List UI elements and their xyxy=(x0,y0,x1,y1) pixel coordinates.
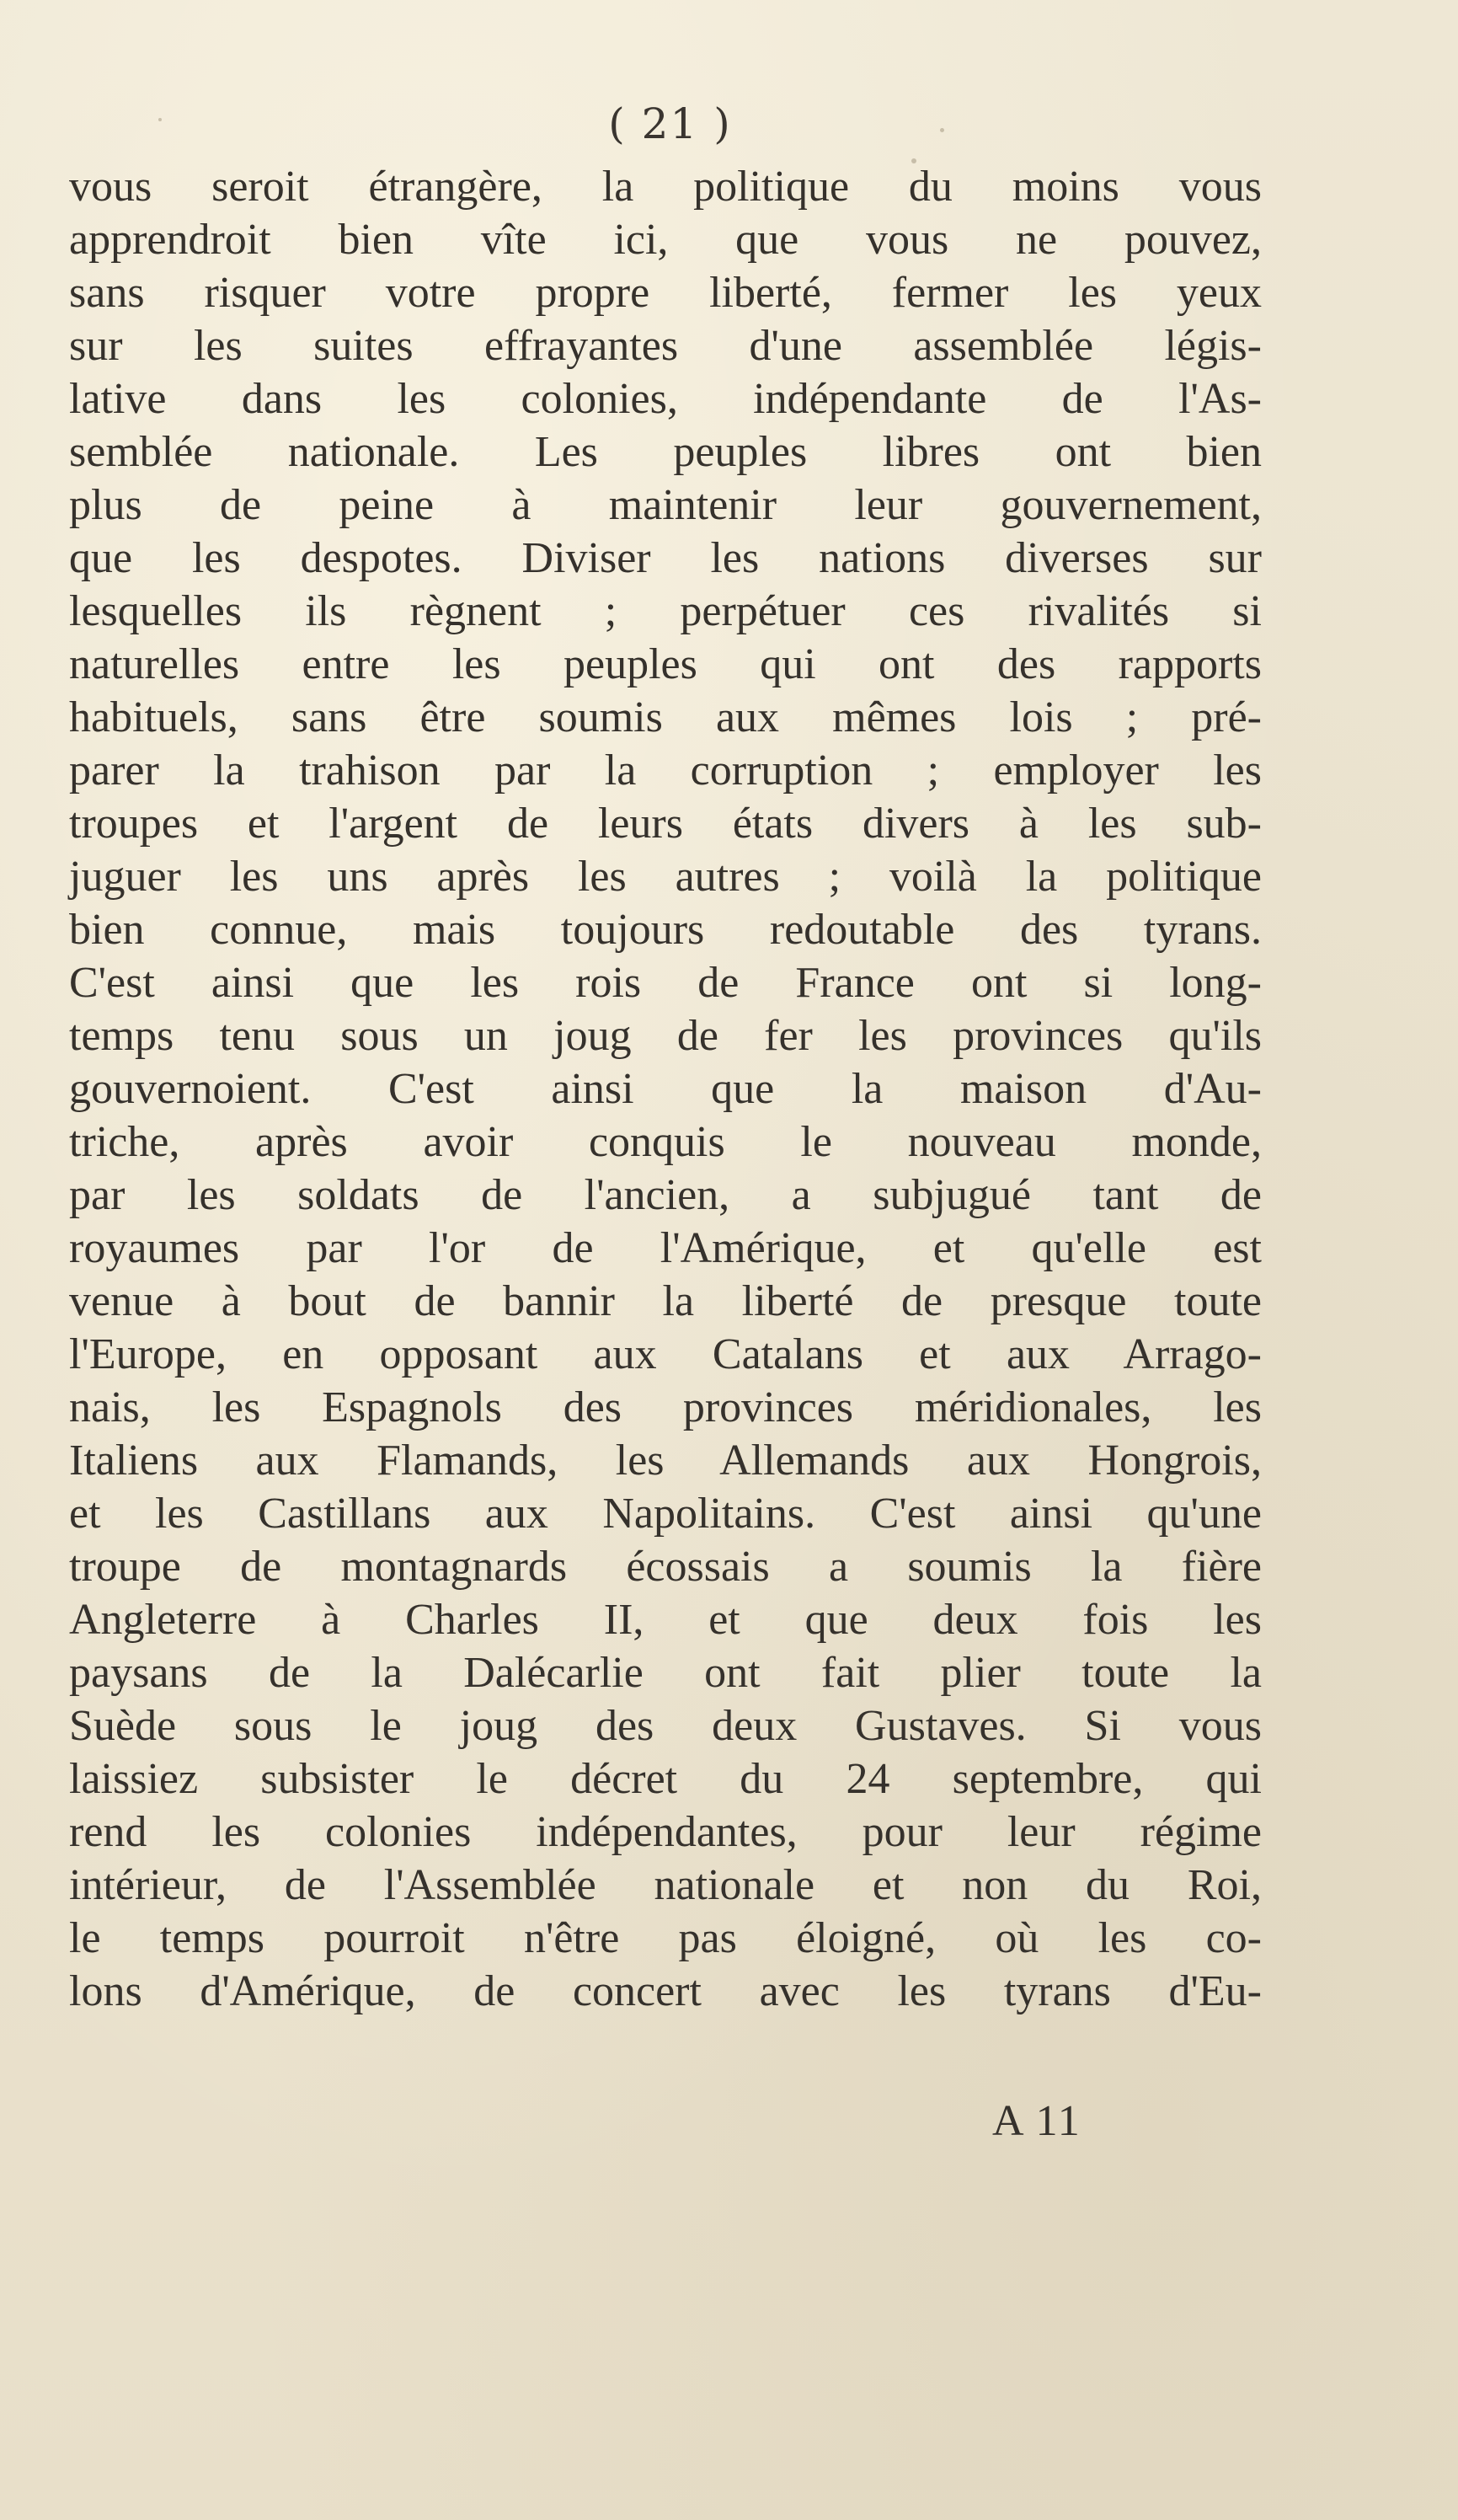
body-text xyxy=(69,160,1262,2018)
text-line: nais, les Espagnols des provinces méridionales, les xyxy=(69,1383,1262,1431)
text-line: juguer les uns après les autres ; voilà la politique xyxy=(69,853,1262,901)
text-line: venue à bout de bannir la liberté de presque toute xyxy=(69,1277,1262,1325)
text-line: gouvernoient. C'est ainsi que la maison d'Au- xyxy=(69,1065,1262,1113)
text-line: lative dans les colonies, indépendante de l'As- xyxy=(69,375,1262,423)
text-line: vous seroit étrangère, la politique du moins vous xyxy=(69,163,1262,211)
text-line: bien connue, mais toujours redoutable des tyrans. xyxy=(69,906,1262,954)
text-line: Angleterre à Charles II, et que deux fois les xyxy=(69,1596,1262,1644)
text-line: et les Castillans aux Napolitains. C'est ainsi qu'une xyxy=(69,1490,1262,1538)
text-line: parer la trahison par la corruption ; employer les xyxy=(69,746,1262,795)
text-line: plus de peine à maintenir leur gouvernement, xyxy=(69,481,1262,529)
text-line: l'Europe, en opposant aux Catalans et aux Arrago- xyxy=(69,1330,1262,1378)
text-line: rend les colonies indépendantes, pour leur régime xyxy=(69,1808,1262,1856)
text-line: sans risquer votre propre liberté, fermer les yeux xyxy=(69,269,1262,317)
text-line: habituels, sans être soumis aux mêmes lois ; pré- xyxy=(69,693,1262,741)
text-line: le temps pourroit n'être pas éloigné, où les co- xyxy=(69,1914,1262,1962)
text-line: paysans de la Dalécarlie ont fait plier toute la xyxy=(69,1649,1262,1697)
text-line: intérieur, de l'Assemblée nationale et non du Roi, xyxy=(69,1861,1262,1909)
text-line: naturelles entre les peuples qui ont des rapports xyxy=(69,640,1262,688)
text-line: troupes et l'argent de leurs états divers à les sub- xyxy=(69,800,1262,848)
text-line: apprendroit bien vîte ici, que vous ne pouvez, xyxy=(69,216,1262,264)
text-line: lons d'Amérique, de concert avec les tyrans d'Eu- xyxy=(69,1967,1262,2015)
text-line: par les soldats de l'ancien, a subjugué tant de xyxy=(69,1171,1262,1219)
text-line: sur les suites effrayantes d'une assemblée légis- xyxy=(69,322,1262,370)
text-line: temps tenu sous un joug de fer les provinces qu'ils xyxy=(69,1012,1262,1060)
text-line: Italiens aux Flamands, les Allemands aux Hongrois, xyxy=(69,1437,1262,1485)
text-line: semblée nationale. Les peuples libres ont bien xyxy=(69,428,1262,476)
text-line: royaumes par l'or de l'Amérique, et qu'elle est xyxy=(69,1224,1262,1272)
text-line: troupe de montagnards écossais a soumis la fière xyxy=(69,1543,1262,1591)
text-line: lesquelles ils règnent ; perpétuer ces rivalités si xyxy=(69,587,1262,635)
text-line: que les despotes. Diviser les nations diverses sur xyxy=(69,534,1262,582)
text-line: triche, après avoir conquis le nouveau monde, xyxy=(69,1118,1262,1166)
page-number: ( 21 ) xyxy=(608,99,732,148)
signature-mark: A 11 xyxy=(992,2097,1081,2145)
text-line: laissiez subsister le décret du 24 septembre, qui xyxy=(69,1755,1262,1803)
text-line: Suède sous le joug des deux Gustaves. Si vous xyxy=(69,1702,1262,1750)
text-line: C'est ainsi que les rois de France ont si long- xyxy=(69,959,1262,1007)
